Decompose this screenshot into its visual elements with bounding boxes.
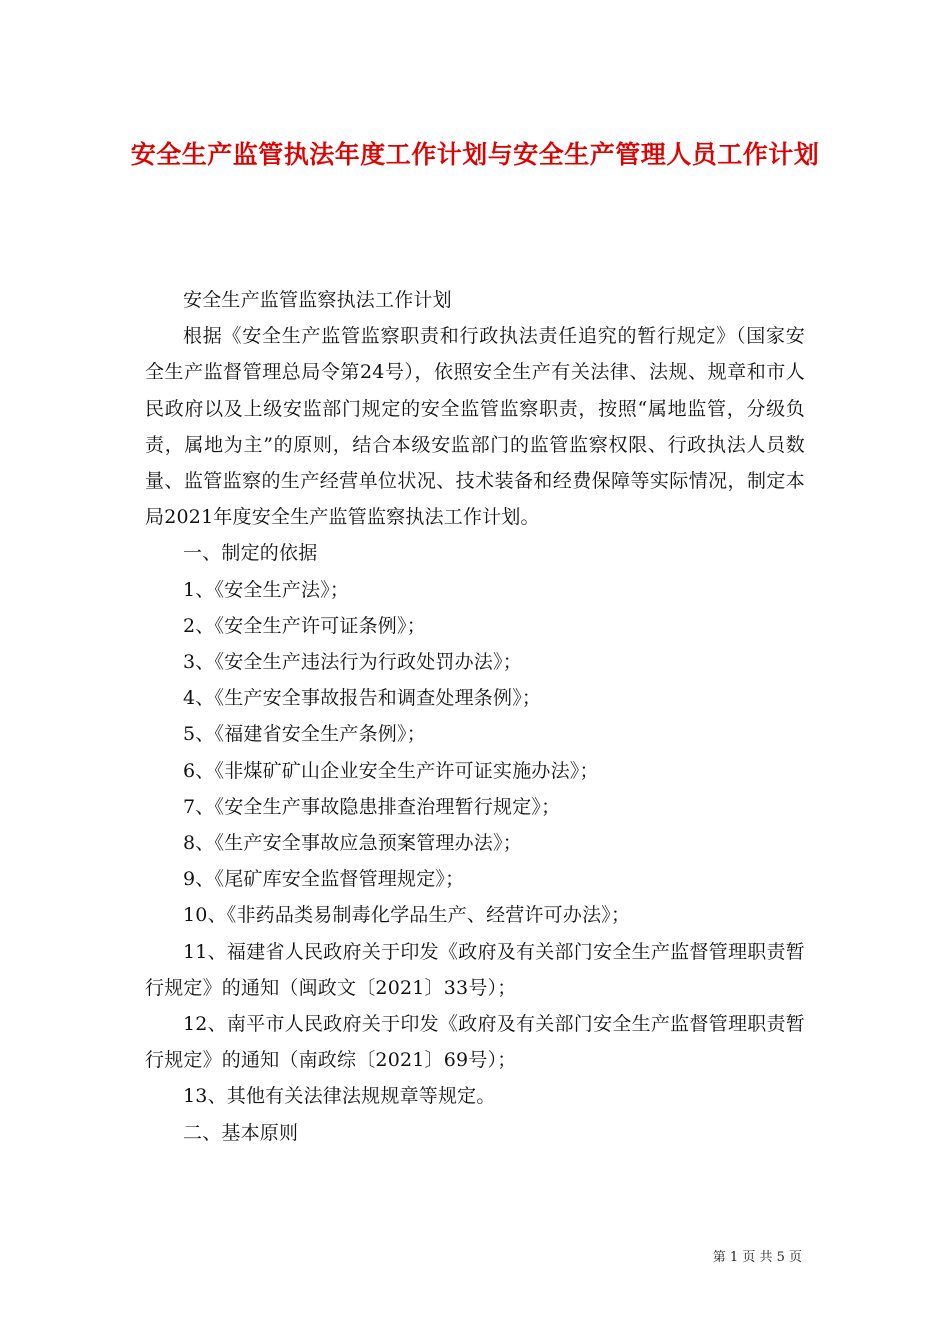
list-item: 13、其他有关法律法规规章等规定。 bbox=[183, 1085, 496, 1108]
section-subtitle: 安全生产监管监察执法工作计划 bbox=[183, 289, 452, 311]
list-item: 4、《生产安全事故报告和调查处理条例》； bbox=[183, 687, 542, 710]
section-heading-principles: 二、基本原则 bbox=[183, 1121, 299, 1144]
list-item: 5、《福建省安全生产条例》； bbox=[183, 723, 426, 746]
document-body bbox=[145, 282, 805, 1151]
section-heading-basis: 一、制定的依据 bbox=[183, 542, 318, 565]
list-item: 2、《安全生产许可证条例》； bbox=[183, 614, 426, 637]
list-item: 1、《安全生产法》； bbox=[183, 578, 350, 601]
page-number: 第 1 页 共 5 页 bbox=[712, 1250, 802, 1265]
list-item: 11、福建省人民政府关于印发《政府及有关部门安全生产监督管理职责暂行规定》的通知（闽政文〔2021〕33号）； bbox=[145, 940, 805, 999]
list-item: 8、《生产安全事故应急预案管理办法》； bbox=[183, 832, 522, 855]
list-item: 7、《安全生产事故隐患排查治理暂行规定》； bbox=[183, 795, 561, 818]
list-item: 6、《非煤矿矿山企业安全生产许可证实施办法》； bbox=[183, 759, 599, 782]
intro-paragraph: 根据《安全生产监管监察职责和行政执法责任追究的暂行规定》（国家安全生产监督管理总局令第24号），依照安全生产有关法律、法规、规章和市人民政府以及上级安监部门规定的安全监管监察职责，按照“属地监管，分级负责，属地为主”的原则，结合本级安监部门的监管监察权限、行政执法人员数量、监管监察的生产经营单位状况、技术装备和经费保障等实际情况，制定本局2021年度安全生产监管监察执法工作计划。 bbox=[145, 325, 805, 529]
list-item: 10、《非药品类易制毒化学品生产、经营许可办法》； bbox=[183, 904, 631, 927]
list-item: 3、《安全生产违法行为行政处罚办法》； bbox=[183, 651, 522, 674]
document-title: 安全生产监管执法年度工作计划与安全生产管理人员工作计划 bbox=[130, 140, 820, 169]
list-item: 9、《尾矿库安全监督管理规定》； bbox=[183, 868, 465, 891]
list-item: 12、南平市人民政府关于印发《政府及有关部门安全生产监督管理职责暂行规定》的通知（南政综〔2021〕69号）； bbox=[145, 1013, 805, 1072]
